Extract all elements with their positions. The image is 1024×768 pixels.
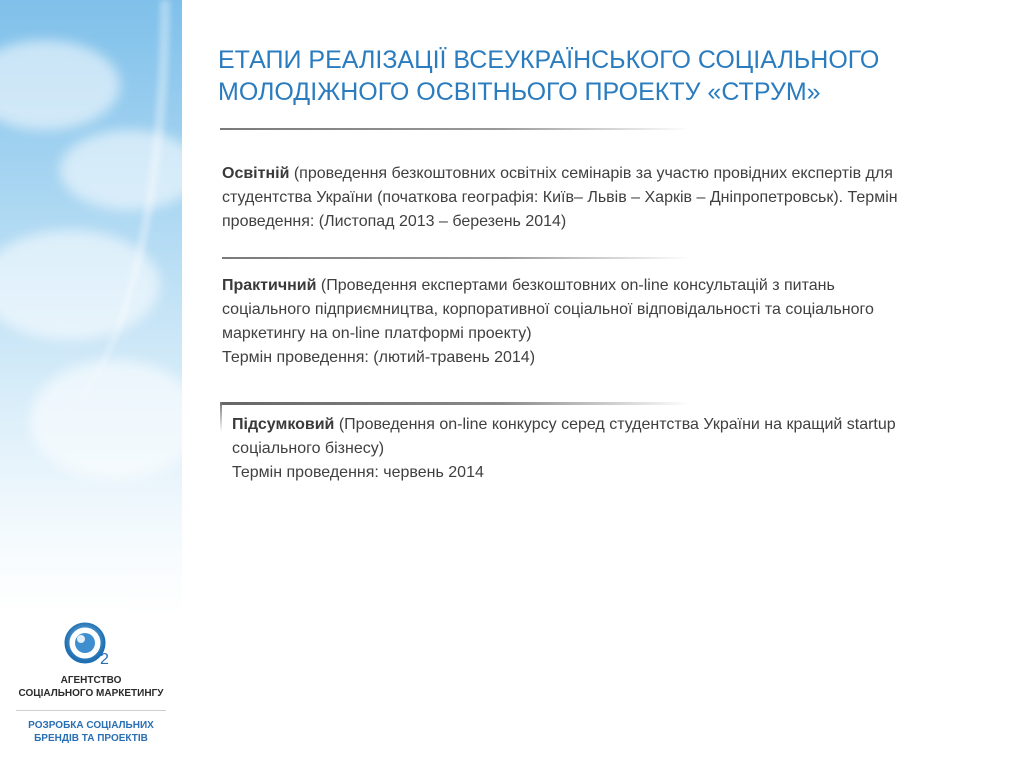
stage-practical-term: Термін проведення: (лютий-травень 2014) [222,349,536,366]
divider-1 [220,128,690,130]
stage-practical-name: Практичний [222,277,317,294]
divider-2 [222,257,692,259]
divider-3 [220,402,690,405]
o2-logo-icon [63,622,119,668]
agency-logo [0,622,182,745]
stage-final-name: Підсумковий [232,416,335,433]
divider-3-corner [220,402,222,432]
agency-tagline: РОЗРОБКА СОЦІАЛЬНИХ БРЕНДІВ ТА ПРОЕКТІВ [28,720,154,744]
slide-title: ЕТАПИ РЕАЛІЗАЦІЇ ВСЕУКРАЇНСЬКОГО СОЦІАЛЬНОГО МОЛОДІЖНОГО ОСВІТНЬОГО ПРОЕКТУ «СТРУМ» [218,46,880,106]
logo-divider [16,710,166,711]
stage-final-term: Термін проведення: червень 2014 [232,464,484,481]
stage-practical [222,274,902,370]
agency-name: АГЕНТСТВО СОЦІАЛЬНОГО МАРКЕТИНГУ [18,675,164,699]
svg-text:2: 2 [100,651,109,668]
stage-education-text: (проведення безкоштовних освітніх семінарів за участю провідних експертів для студентства України (початкова географія: Київ– Львів – Харків – Дніпропетровськ). Термін проведення: (Листопад 2013 – березень 2014) [222,165,898,230]
stage-final-text: (Проведення on-line конкурсу серед студентства України на кращий startup соціального бізнесу) [232,416,896,457]
stage-education-name: Освітній [222,165,290,182]
stage-practical-text: (Проведення експертами безкоштовних on-line консультацій з питань соціального підприємництва, корпоративної соціальної відповідальності та соціального маркетингу на on-line платформі проекту) [222,277,874,342]
stage-education [222,162,902,234]
stage-final [232,413,912,485]
